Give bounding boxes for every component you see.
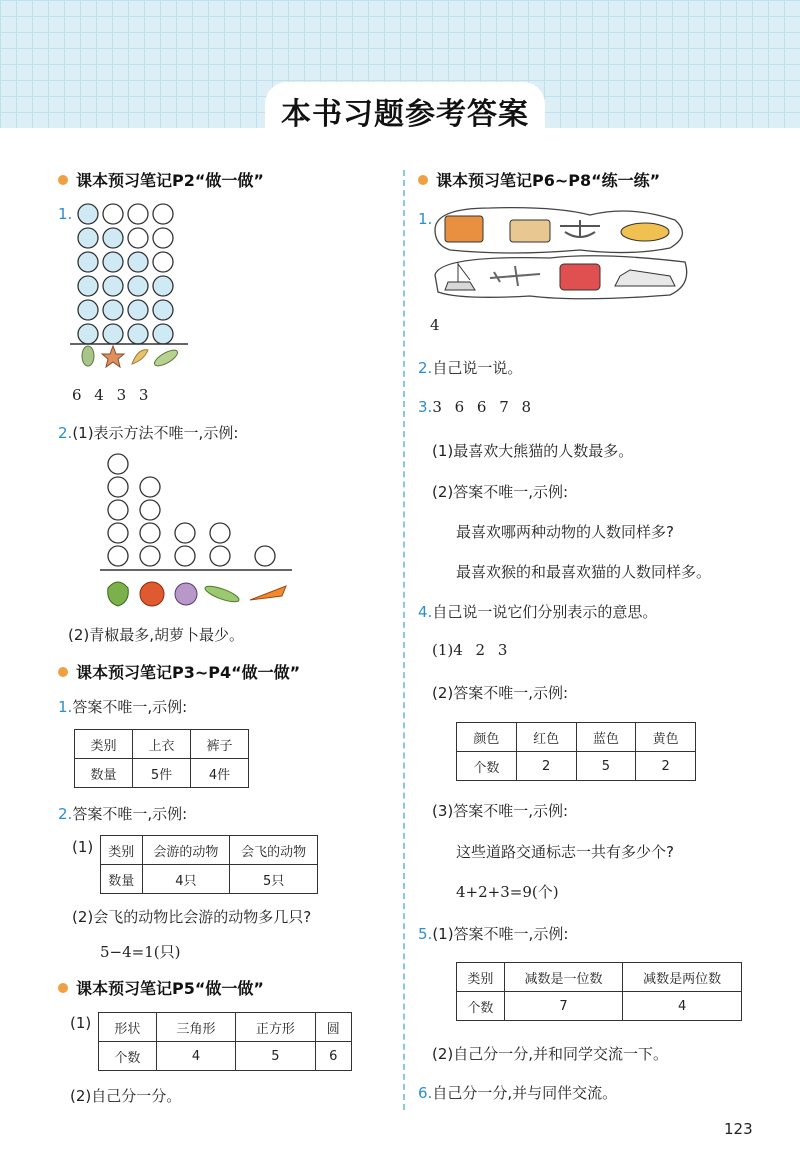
s2-q2-line: 2.答案不唯一,示例: — [58, 805, 188, 823]
bullet-icon — [58, 667, 68, 677]
section-heading-p2: 课本预习笔记P2“做一做” — [58, 168, 264, 191]
table-cell: 圆 — [315, 1013, 351, 1042]
carrot-icon — [250, 586, 286, 600]
vehicles-illustration — [430, 200, 690, 305]
s2-q1-line: 1.答案不唯一,示例: — [58, 698, 188, 716]
animals-table — [100, 835, 318, 894]
table-row — [457, 752, 696, 781]
table-cell: 7 — [504, 992, 623, 1021]
bullet-icon — [58, 983, 68, 993]
truck-red-icon — [560, 264, 600, 290]
r-q6-line: 6.自己分一分,并与同伴交流。 — [418, 1084, 618, 1102]
circle-grid — [78, 204, 173, 344]
shapes-table — [98, 1012, 352, 1071]
table-cell: 类别 — [101, 836, 143, 865]
maple-leaf-icon — [102, 346, 124, 367]
ginkgo-leaf-icon — [132, 350, 148, 364]
airplane-icon — [490, 266, 540, 286]
table-cell: 正方形 — [236, 1013, 315, 1042]
table-cell: 5 — [236, 1042, 315, 1071]
page-number: 123 — [724, 1120, 753, 1138]
table-row — [457, 723, 696, 752]
leaf-icon — [82, 346, 94, 366]
table-cell: 减数是一位数 — [504, 963, 623, 992]
r-q5-part2: (2)自己分一分,并和同学交流一下。 — [432, 1045, 669, 1063]
r-q4-part1: (1)4 2 3 — [432, 641, 508, 659]
table-cell: 类别 — [457, 963, 505, 992]
bean-icon — [203, 583, 240, 605]
helicopter-icon — [560, 220, 600, 238]
table-cell: 红色 — [516, 723, 576, 752]
table-cell: 上衣 — [133, 730, 191, 759]
eggplant-icon — [175, 583, 197, 605]
table-row — [457, 992, 742, 1021]
table-cell: 裤子 — [191, 730, 249, 759]
table-cell: 2 — [636, 752, 696, 781]
colors-table — [456, 722, 696, 781]
q1-number: 1. — [58, 205, 73, 223]
r-q3-example-q: 最喜欢哪两种动物的人数同样多? — [456, 523, 674, 541]
table-cell: 形状 — [99, 1013, 157, 1042]
table-row — [101, 865, 318, 894]
bus-icon — [445, 216, 483, 242]
table-row — [75, 759, 249, 788]
r-q2-line: 2.自己说一说。 — [418, 359, 523, 377]
r-q3-part2: (2)答案不唯一,示例: — [432, 483, 569, 501]
clothing-table — [74, 729, 249, 788]
table-cell: 三角形 — [156, 1013, 235, 1042]
s3-sub2: (2)自己分一分。 — [70, 1087, 182, 1105]
table-cell: 黄色 — [636, 723, 696, 752]
r-q3-example-a: 最喜欢猴的和最喜欢猫的人数同样多。 — [456, 563, 712, 581]
r-q3-line: 3.3 6 6 7 8 — [418, 398, 532, 416]
r-q4-line: 4.自己说一说它们分别表示的意思。 — [418, 603, 658, 621]
ship-icon — [615, 270, 675, 286]
table-cell: 数量 — [75, 759, 133, 788]
s3-sub1: (1) — [70, 1014, 92, 1032]
r-q4-part3: (3)答案不唯一,示例: — [432, 802, 569, 820]
r-q1-number: 1. — [418, 210, 433, 228]
column-divider — [403, 170, 405, 1110]
table-cell: 4件 — [191, 759, 249, 788]
r-q1-answer: 4 — [430, 316, 440, 334]
q2-line: 2.(1)表示方法不唯一,示例: — [58, 424, 239, 442]
circle-grid-diagram — [70, 198, 195, 373]
page-title-box — [265, 82, 545, 140]
table-cell: 4 — [156, 1042, 235, 1071]
s2-q2-equation: 5−4=1(只) — [100, 943, 181, 961]
r-q4-example-eq: 4+2+3=9(个) — [456, 883, 559, 901]
willow-leaf-icon — [152, 347, 180, 369]
section-heading-p3-p4: 课本预习笔记P3~P4“做一做” — [58, 660, 300, 683]
r-q4-example-q: 这些道路交通标志一共有多少个? — [456, 843, 674, 861]
section-heading-p6-p8: 课本预习笔记P6~P8“练一练” — [418, 168, 660, 191]
subtraction-table — [456, 962, 742, 1021]
table-cell: 类别 — [75, 730, 133, 759]
table-cell: 4 — [623, 992, 742, 1021]
table-cell: 会飞的动物 — [230, 836, 318, 865]
bullet-icon — [58, 175, 68, 185]
table-cell: 6 — [315, 1042, 351, 1071]
table-row — [99, 1042, 352, 1071]
table-cell: 4只 — [142, 865, 230, 894]
section-heading-p5: 课本预习笔记P5“做一做” — [58, 976, 264, 999]
table-row — [99, 1013, 352, 1042]
table-cell: 5 — [576, 752, 636, 781]
green-pepper-icon — [108, 582, 129, 606]
sailboat-icon — [445, 262, 475, 290]
table-cell: 蓝色 — [576, 723, 636, 752]
table-cell: 会游的动物 — [142, 836, 230, 865]
vegetable-circles — [108, 454, 275, 566]
r-q4-part2: (2)答案不唯一,示例: — [432, 684, 569, 702]
table-cell: 个数 — [99, 1042, 157, 1071]
truck-icon — [510, 220, 550, 242]
s2-q2-part2: (2)会飞的动物比会游的动物多几只? — [72, 908, 312, 926]
table-cell: 减数是两位数 — [623, 963, 742, 992]
table-cell: 2 — [516, 752, 576, 781]
table-cell: 5只 — [230, 865, 318, 894]
table-cell: 个数 — [457, 992, 505, 1021]
r-q3-part1: (1)最喜欢大熊猫的人数最多。 — [432, 442, 634, 460]
bullet-icon — [418, 175, 428, 185]
vegetable-circle-diagram — [100, 450, 295, 615]
tomato-icon — [140, 582, 164, 606]
table-cell: 颜色 — [457, 723, 517, 752]
s2-q2-sub1: (1) — [72, 838, 94, 856]
table-row — [101, 836, 318, 865]
table-row — [75, 730, 249, 759]
page-title: 本书习题参考答案 — [281, 97, 529, 132]
table-cell: 个数 — [457, 752, 517, 781]
table-row — [457, 963, 742, 992]
car-icon — [621, 223, 669, 241]
table-cell: 5件 — [133, 759, 191, 788]
q2-part2: (2)青椒最多,胡萝卜最少。 — [68, 626, 245, 644]
q1-counts: 6 4 3 3 — [72, 386, 149, 404]
r-q5-line: 5.(1)答案不唯一,示例: — [418, 925, 569, 943]
table-cell: 数量 — [101, 865, 143, 894]
